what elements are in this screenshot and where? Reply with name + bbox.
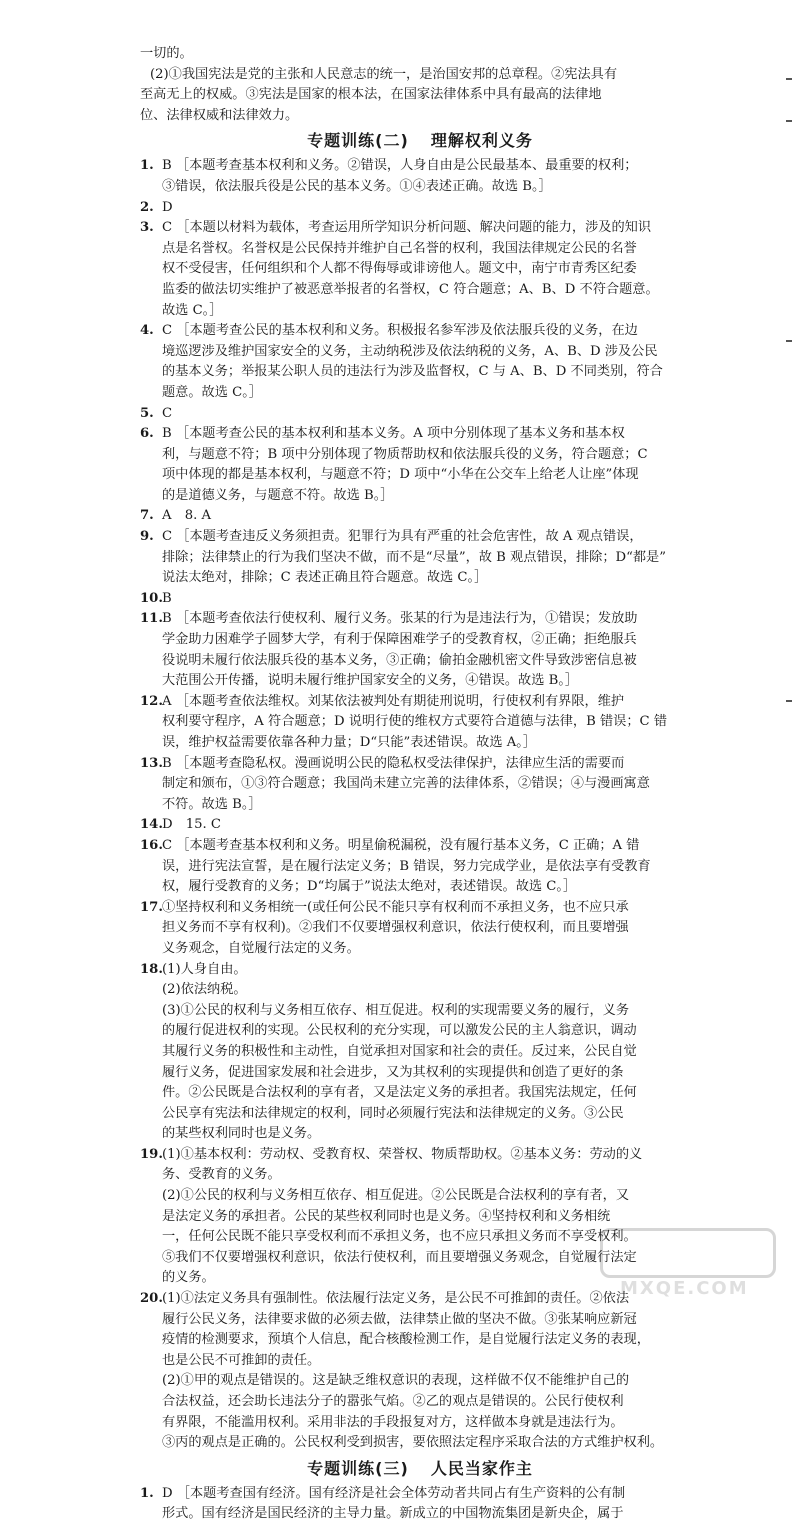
answer-line	[140, 1021, 700, 1042]
answer-line	[140, 445, 700, 466]
text-line: 一切的。	[140, 46, 193, 61]
answer-line	[140, 671, 700, 692]
answer-text: 其履行义务的积极性和主动性，自觉承担对国家和社会的责任。反过来，公民自觉	[162, 1043, 637, 1059]
answer-line	[140, 177, 700, 198]
answer-text: ⑤我们不仅要增强权利意识，依法行使权利，而且要增强义务观念，自觉履行法定	[162, 1249, 637, 1265]
answer-text: 的某些权利同时也是义务。	[162, 1126, 321, 1142]
question-number: 12.	[140, 693, 163, 709]
answer-text: 监委的做法切实维护了被恶意举报者的名誉权，C 符合题意；A、B、D 不符合题意。	[162, 281, 659, 297]
answer-line	[140, 815, 700, 836]
answer-line	[140, 712, 700, 733]
section-heading-3	[140, 1456, 700, 1482]
answer-text: (2)①公民的权利与义务相互依存、相互促进。②公民既是合法权利的享有者，又	[162, 1188, 630, 1204]
answer-text: 是法定义务的承担者。公民的某些权利同时也是义务。④坚持权利和义务相统	[162, 1208, 611, 1224]
answer-text: 误，进行宪法宣誓，是在履行法定义务；B 错误，努力完成学业，是依法享有受教育	[162, 858, 651, 874]
question-number: 5.	[140, 405, 154, 421]
answer-line	[140, 692, 700, 713]
answer-line	[140, 506, 700, 527]
answer-text: 故选 C。］	[162, 302, 223, 318]
answer-text: 一，任何公民既不能只享受权利而不承担义务，也不应只承担义务而不享受权利。	[162, 1229, 637, 1245]
answer-line	[140, 1145, 700, 1166]
answer-line	[140, 383, 700, 404]
margin-mark	[786, 78, 792, 80]
answer-line	[140, 754, 700, 775]
answer-text: 形式。国有经济是国民经济的主导力量。新成立的中国物流集团是新央企，属于	[162, 1506, 624, 1522]
question-number: 11.	[140, 611, 163, 627]
answer-line	[140, 898, 700, 919]
answer-text: 学金助力困难学子圆梦大学，有利于保障困难学子的受教育权，②正确；拒绝服兵	[162, 632, 637, 648]
answer-line	[140, 548, 700, 569]
answer-text: C ［本题以材料为载体，考查运用所学知识分析问题、解决问题的能力，涉及的知识	[162, 220, 652, 236]
text-line: 位、法律权威和法律效力。	[140, 107, 299, 123]
text-line: (2)①我国宪法是党的主张和人民意志的统一，是治国安邦的总章程。②宪法具有	[150, 66, 618, 82]
answer-line	[140, 527, 700, 548]
answer-line	[140, 1484, 700, 1505]
answer-text: 说法太绝对，排除；C 表述正确且符合题意。故选 C。］	[162, 570, 488, 586]
answer-line	[140, 1371, 700, 1392]
answer-text: 公民享有宪法和法律规定的权利，同时必须履行宪法和法律规定的义务。③公民	[162, 1105, 624, 1121]
answer-text: 履行公民义务，法律要求做的必须去做，法律禁止做的坚决不做。③张某响应新冠	[162, 1311, 637, 1327]
question-number: 14.	[140, 817, 163, 833]
question-number: 7.	[140, 508, 154, 524]
question-number: 16.	[140, 837, 163, 853]
answer-text: A ［本题考查依法维权。刘某依法被判处有期徒刑说明，行使权利有界限，维护	[162, 693, 625, 709]
question-number: 1.	[140, 1485, 154, 1501]
answer-line	[140, 156, 700, 177]
answer-text: 合法权益，还会助长违法分子的嚣张气焰。②乙的观点是错误的。公民行使权利	[162, 1394, 624, 1409]
answer-text: 权利要守程序，A 符合题意；D 说明行使的维权方式要符合道德与法律，B 错误；C 错	[162, 714, 668, 730]
answer-line	[140, 1083, 700, 1104]
answer-line	[140, 1124, 700, 1145]
answer-text: D ［本题考查国有经济。国有经济是社会全体劳动者共同占有生产资料的公有制	[162, 1485, 626, 1501]
answer-text: 排除；法律禁止的行为我们坚决不做，而不是“尽量”，故 B 观点错误，排除；D“都是”	[162, 549, 666, 565]
answer-line	[140, 424, 700, 445]
answer-text: 权，履行受教育的义务；D“均属于”说法太绝对，表述错误。故选 C。］	[162, 879, 577, 895]
top-block	[140, 44, 700, 126]
answer-line	[140, 1392, 700, 1413]
answer-line	[140, 362, 700, 383]
answer-line	[140, 239, 700, 260]
answer-line	[140, 609, 700, 630]
answer-line	[140, 198, 700, 219]
answer-text: 担义务而不享有权利)。②我们不仅要增强权利意识，依法行使权利，而且要增强	[162, 920, 629, 936]
question-number: 1.	[140, 158, 154, 174]
watermark-site: MXQE.COM	[620, 1278, 749, 1299]
answer-line	[140, 1433, 700, 1454]
answer-line	[140, 733, 700, 754]
text-line: 至高无上的权威。③宪法是国家的根本法，在国家法律体系中具有最高的法律地	[140, 87, 602, 103]
answer-text: ①坚持权利和义务相统一(或任何公民不能只享有权利而不承担义务，也不应只承	[162, 899, 629, 915]
answer-text: 役说明未履行依法服兵役的基本义务，③正确；偷拍金融机密文件导致涉密信息被	[162, 652, 637, 668]
answer-text: 的是道德义务，与题意不符。故选 B。］	[162, 487, 394, 503]
margin-mark	[786, 340, 792, 342]
answer-line	[140, 1165, 700, 1186]
answer-text: 利，与题意不符；B 项中分别体现了物质帮助权和依法服兵役的义务，符合题意；C	[162, 446, 648, 462]
answer-text: B ［本题考查依法行使权利、履行义务。张某的行为是违法行为，①错误；发放助	[162, 611, 638, 627]
answer-line	[140, 465, 700, 486]
answer-text: C	[162, 405, 173, 421]
answer-line	[140, 1289, 700, 1310]
answer-text: 误，维护权益需要依靠各种力量；D“只能”表述错误。故选 A。］	[162, 735, 537, 750]
question-number: 9.	[140, 529, 154, 545]
section-subtitle: 人民当家作主	[430, 1458, 533, 1478]
answer-text: 的义务。	[162, 1270, 215, 1286]
question-number: 17.	[140, 899, 163, 915]
answer-text: D	[162, 199, 173, 215]
answer-text: (1)①法定义务具有强制性。依法履行法定义务，是公民不可推卸的责任。②依法	[162, 1291, 630, 1307]
answer-line	[140, 404, 700, 425]
answer-text: 务、受教育的义务。	[162, 1167, 281, 1183]
answer-text: C ［本题考查违反义务须担责。犯罪行为具有严重的社会危害性，故 A 观点错误，	[162, 529, 643, 545]
answer-line	[140, 1104, 700, 1125]
watermark-logo	[600, 1228, 776, 1278]
answer-line	[140, 218, 700, 239]
answer-line	[140, 857, 700, 878]
answer-text: C ［本题考查基本权利和义务。明星偷税漏税，没有履行基本义务，C 正确；A 错	[162, 837, 640, 853]
answer-text: D 15. C	[162, 817, 222, 833]
margin-mark	[786, 700, 792, 702]
answer-text: A 8. A	[162, 508, 212, 524]
question-number: 2.	[140, 199, 154, 215]
answer-text: 项中体现的都是基本权利，与题意不符；D 项中“小华在公交车上给老人让座”体现	[162, 467, 639, 483]
answer-line	[140, 836, 700, 857]
answer-page	[140, 44, 700, 1525]
answer-line	[140, 486, 700, 507]
answer-text: 件。②公民既是合法权利的享有者，又是法定义务的承担者。我国宪法规定，任何	[162, 1085, 637, 1101]
answer-line	[140, 321, 700, 342]
answer-text: B	[162, 590, 172, 606]
answer-text: 制定和颁布，①③符合题意；我国尚未建立完善的法律体系，②错误；④与漫画寓意	[162, 776, 650, 792]
answer-line	[140, 1186, 700, 1207]
answer-line	[140, 1504, 700, 1525]
answer-text: B ［本题考查基本权利和义务。②错误，人身自由是公民最基本、最重要的权利；	[162, 158, 638, 174]
answer-line	[140, 1351, 700, 1372]
answer-text: 不符。故选 B。］	[162, 796, 262, 812]
answer-line	[140, 939, 700, 960]
answer-line	[140, 1330, 700, 1351]
section-subtitle: 理解权利义务	[430, 131, 533, 151]
answer-text: 的履行促进权利的实现。公民权利的充分实现，可以激发公民的主人翁意识，调动	[162, 1023, 637, 1039]
answer-line	[140, 1063, 700, 1084]
answer-line	[140, 1310, 700, 1331]
answer-line	[140, 259, 700, 280]
question-number: 3.	[140, 220, 154, 236]
answer-text: (2)依法纳税。	[162, 982, 247, 998]
answer-text: B ［本题考查公民的基本权利和基本义务。A 项中分别体现了基本义务和基本权	[162, 426, 625, 442]
question-number: 19.	[140, 1146, 163, 1162]
answer-line	[140, 918, 700, 939]
answer-text: 大范围公开传播，说明未履行维护国家安全的义务，④错误。故选 B。］	[162, 673, 579, 689]
answer-line	[140, 301, 700, 322]
answer-line	[140, 630, 700, 651]
question-number: 6.	[140, 426, 154, 442]
answer-text: (2)①甲的观点是错误的。这是缺乏维权意识的表现，这样做不仅不能维护自己的	[162, 1373, 630, 1389]
answer-line	[140, 877, 700, 898]
answer-text: 题意。故选 C。］	[162, 384, 262, 400]
answer-text: (3)①公民的权利与义务相互依存、相互促进。权利的实现需要义务的履行，义务	[162, 1002, 630, 1018]
answer-line	[140, 980, 700, 1001]
section-title: 专题训练(三)	[307, 1458, 409, 1478]
answer-text: ③丙的观点是正确的。公民权利受到损害，要依照法定程序采取合法的方式维护权利。	[162, 1435, 664, 1451]
answer-text: 的基本义务；举报某公职人员的违法行为涉及监督权，C 与 A、B、D 不同类别，符合	[162, 364, 663, 380]
answer-line	[140, 960, 700, 981]
margin-mark	[786, 120, 792, 122]
answer-line	[140, 342, 700, 363]
answer-text: 权不受侵害，任何组织和个人都不得侮辱或诽谤他人。题文中，南宁市青秀区纪委	[162, 261, 637, 277]
section-3-answers	[140, 1484, 700, 1525]
answer-text: (1)人身自由。	[162, 961, 247, 977]
answer-line	[140, 280, 700, 301]
answer-text: 也是公民不可推卸的责任。	[162, 1352, 321, 1368]
answer-text: B ［本题考查隐私权。漫画说明公民的隐私权受法律保护，法律应生活的需要而	[162, 755, 625, 771]
answer-text: 境巡逻涉及维护国家安全的义务，主动纳税涉及依法纳税的义务，A、B、D 涉及公民	[162, 343, 658, 359]
answer-line	[140, 774, 700, 795]
answer-line	[140, 568, 700, 589]
question-number: 18.	[140, 961, 163, 977]
answer-text: C ［本题考查公民的基本权利和义务。积极报名参军涉及依法服兵役的义务，在边	[162, 323, 638, 339]
answer-text: 疫情的检测要求，预填个人信息，配合核酸检测工作，是自觉履行法定义务的表现，	[162, 1332, 650, 1348]
answer-text: 义务观念，自觉履行法定的义务。	[162, 940, 360, 956]
question-number: 13.	[140, 755, 163, 771]
answer-line	[140, 1001, 700, 1022]
answer-line	[140, 589, 700, 610]
answer-text: ③错误，依法服兵役是公民的基本义务。①④表述正确。故选 B。］	[162, 178, 552, 194]
answer-line	[140, 795, 700, 816]
answer-text: 有界限，不能滥用权利。采用非法的手段报复对方，这样做本身就是违法行为。	[162, 1414, 624, 1430]
answer-text: 点是名誉权。名誉权是公民保持并维护自己名誉的权利，我国法律规定公民的名誉	[162, 240, 637, 256]
answer-text: 履行义务，促进国家发展和社会进步，又为其权利的实现提供和创造了更好的条	[162, 1064, 624, 1080]
question-number: 20.	[140, 1291, 163, 1307]
answer-line	[140, 1042, 700, 1063]
question-number: 10.	[140, 590, 163, 606]
answer-text: (1)①基本权利：劳动权、受教育权、荣誉权、物质帮助权。②基本义务：劳动的义	[162, 1146, 643, 1162]
section-heading-2	[140, 128, 700, 154]
question-number: 4.	[140, 323, 154, 339]
section-title: 专题训练(二)	[307, 131, 409, 151]
answer-line	[140, 651, 700, 672]
answer-line	[140, 1207, 700, 1228]
answer-line	[140, 1413, 700, 1434]
